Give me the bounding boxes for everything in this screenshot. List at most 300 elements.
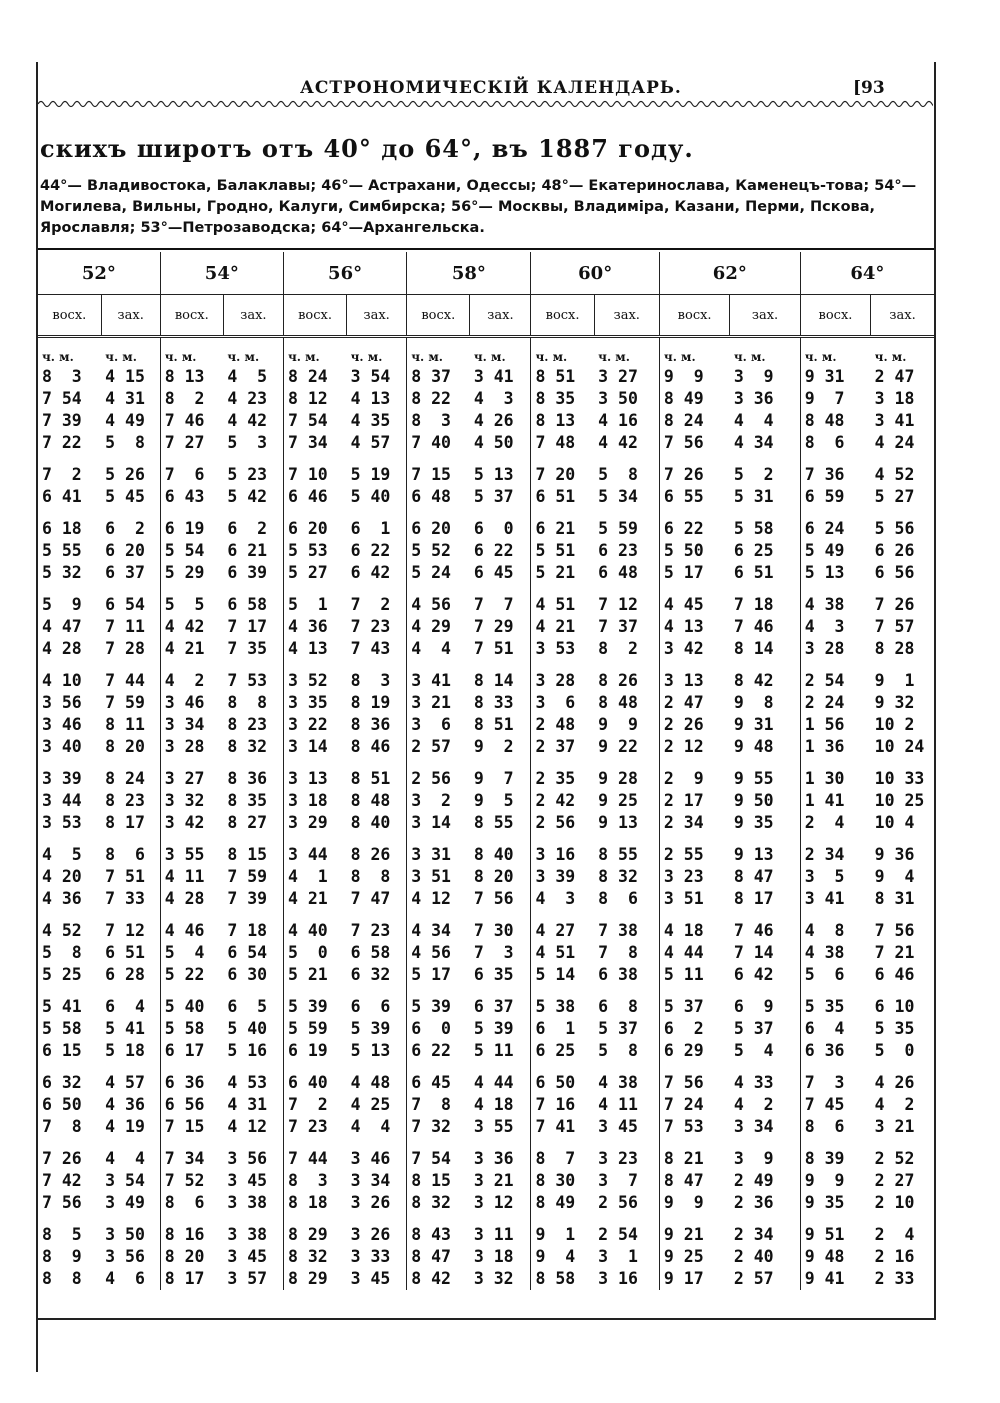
sunrise-time-cell: 8 18: [283, 1192, 346, 1214]
sunset-time-cell: 8 40: [473, 845, 514, 864]
sunrise-time-cell: 7 44: [283, 1138, 346, 1170]
sunrise-time-cell: 4 18: [659, 910, 729, 942]
sunset-time-cell: 5 13: [473, 465, 514, 484]
sunset-time-cell: 2 10: [874, 1193, 915, 1212]
sunset-time-cell: 3 38: [227, 1193, 268, 1212]
sunset-time-cell: 8 46: [350, 737, 391, 756]
sunset-time-cell: 7 26: [874, 595, 915, 614]
sunset-time-cell: 10 2: [874, 715, 915, 734]
sunrise-time-cell: 3 21: [407, 692, 470, 714]
sunrise-time-cell: 4 13: [659, 616, 729, 638]
sunset-time-cell: 5 26: [105, 465, 145, 484]
table-row: [38, 964, 934, 986]
sunset-time-cell: 7 57: [874, 617, 915, 636]
sunset-time-cell: 8 2: [598, 639, 638, 658]
sunset-time-cell: 3 41: [874, 411, 915, 430]
unit-label: ч. м.: [407, 337, 470, 367]
sunset-time-cell: 4 24: [874, 433, 915, 452]
sunrise-time-cell: 6 22: [659, 508, 729, 540]
sunrise-time-cell: 8 2: [160, 388, 223, 410]
sunset-time-cell: 7 28: [105, 639, 145, 658]
sunrise-time-cell: 5 8: [42, 943, 82, 962]
table-row: [38, 736, 934, 758]
sunset-time-cell: 4 26: [473, 411, 514, 430]
sunset-time-cell: 4 49: [105, 411, 145, 430]
sunset-time-cell: 6 8: [598, 997, 638, 1016]
sunrise-time-cell: 7 8: [42, 1117, 82, 1136]
sunrise-time-cell: 5 32: [42, 563, 82, 582]
sunrise-column-header: восх.: [283, 295, 346, 337]
sunrise-time-cell: 4 56: [407, 584, 470, 616]
sunrise-time-cell: 5 58: [42, 1019, 82, 1038]
sunrise-time-cell: 3 23: [659, 866, 729, 888]
sunrise-time-cell: 8 24: [659, 410, 729, 432]
sunrise-time-cell: 6 36: [160, 1062, 223, 1094]
sunset-time-cell: 8 32: [598, 867, 638, 886]
sunset-time-cell: 5 39: [350, 1019, 391, 1038]
table-row: [38, 714, 934, 736]
sunrise-time-cell: 6 19: [160, 508, 223, 540]
sunset-time-cell: 3 9: [733, 1149, 774, 1168]
sunrise-time-cell: 7 34: [283, 432, 346, 454]
sunset-time-cell: 8 27: [227, 813, 268, 832]
sunset-time-cell: 7 30: [473, 921, 514, 940]
sunrise-time-cell: 6 1: [531, 1018, 594, 1040]
sunrise-time-cell: 3 6: [531, 692, 594, 714]
sunrise-time-cell: 5 40: [160, 986, 223, 1018]
table-row: [38, 366, 934, 388]
sunrise-time-cell: 4 38: [800, 584, 870, 616]
sunrise-time-cell: 5 50: [659, 540, 729, 562]
sunrise-time-cell: 9 48: [800, 1246, 870, 1268]
sunrise-time-cell: 1 56: [800, 714, 870, 736]
sunset-time-cell: 3 36: [733, 389, 774, 408]
sunrise-time-cell: 4 36: [283, 616, 346, 638]
sunrise-time-cell: 6 41: [42, 487, 82, 506]
table-row: [38, 638, 934, 660]
unit-label: ч. м.: [105, 350, 137, 364]
sunset-time-cell: 8 55: [473, 813, 514, 832]
sunrise-time-cell: 4 34: [407, 910, 470, 942]
sunrise-time-cell: 7 54: [42, 389, 82, 408]
sunrise-time-cell: 8 43: [407, 1214, 470, 1246]
sunrise-time-cell: 7 6: [160, 454, 223, 486]
sunset-time-cell: 6 32: [350, 965, 391, 984]
sunset-time-cell: 6 58: [350, 943, 391, 962]
sunset-time-cell: 7 47: [350, 889, 391, 908]
table-row: [38, 1018, 934, 1040]
sunset-time-cell: 6 22: [473, 541, 514, 560]
sunset-time-cell: 4 23: [227, 389, 268, 408]
sunset-time-cell: 9 36: [874, 845, 915, 864]
rise-set-header-row: [38, 295, 934, 337]
sunrise-time-cell: 7 16: [531, 1094, 594, 1116]
sunset-time-cell: 10 24: [874, 737, 925, 756]
sunset-time-cell: 5 8: [598, 1041, 638, 1060]
sunset-time-cell: 2 4: [874, 1225, 915, 1244]
sunset-time-cell: 7 8: [598, 943, 638, 962]
sunset-time-cell: 5 19: [350, 465, 391, 484]
table-row: [38, 986, 934, 1018]
sunset-time-cell: 4 33: [733, 1073, 774, 1092]
sunset-time-cell: 4 38: [598, 1073, 638, 1092]
sunset-time-cell: 4 12: [227, 1117, 268, 1136]
sunset-time-cell: 8 24: [105, 769, 145, 788]
sunset-time-cell: 6 25: [733, 541, 774, 560]
sunset-time-cell: 4 4: [350, 1117, 391, 1136]
sunrise-time-cell: 8 48: [800, 410, 870, 432]
sunset-time-cell: 8 51: [350, 769, 391, 788]
sunset-time-cell: 3 18: [473, 1247, 514, 1266]
table-row: [38, 942, 934, 964]
latitude-header-row: [38, 252, 934, 295]
sunrise-time-cell: 8 20: [160, 1246, 223, 1268]
sunrise-time-cell: 5 9: [42, 595, 82, 614]
table-row: [38, 1192, 934, 1214]
sunrise-time-cell: 7 32: [407, 1116, 470, 1138]
sunrise-time-cell: 1 36: [800, 736, 870, 758]
sunrise-time-cell: 6 29: [659, 1040, 729, 1062]
sunset-time-cell: 5 8: [598, 465, 638, 484]
sunrise-time-cell: 2 4: [800, 812, 870, 834]
sunrise-time-cell: 4 20: [42, 867, 82, 886]
sunset-time-cell: 8 32: [227, 737, 268, 756]
sunset-time-cell: 3 45: [227, 1171, 268, 1190]
sunset-time-cell: 2 16: [874, 1247, 915, 1266]
sunset-time-cell: 4 42: [598, 433, 638, 452]
sunset-time-cell: 10 25: [874, 791, 925, 810]
sunrise-time-cell: 8 32: [283, 1246, 346, 1268]
sunset-time-cell: 5 16: [227, 1041, 268, 1060]
sunrise-time-cell: 3 34: [160, 714, 223, 736]
sunrise-time-cell: 4 27: [531, 910, 594, 942]
sunrise-time-cell: 8 6: [800, 432, 870, 454]
sunrise-time-cell: 5 4: [160, 942, 223, 964]
sunset-time-cell: 4 19: [105, 1117, 145, 1136]
sunset-time-cell: 7 12: [105, 921, 145, 940]
sunrise-time-cell: 8 35: [531, 388, 594, 410]
sunset-time-cell: 8 26: [350, 845, 391, 864]
sunrise-time-cell: 8 21: [659, 1138, 729, 1170]
sunrise-time-cell: 6 2: [659, 1018, 729, 1040]
sunrise-time-cell: 7 52: [160, 1170, 223, 1192]
sunrise-time-cell: 8 9: [42, 1247, 82, 1266]
sunrise-time-cell: 8 3: [42, 367, 82, 386]
sunrise-time-cell: 7 48: [531, 432, 594, 454]
sunset-time-cell: 6 58: [227, 595, 268, 614]
sunrise-time-cell: 3 53: [531, 638, 594, 660]
sunset-time-cell: 3 46: [350, 1149, 391, 1168]
sunset-time-cell: 8 40: [350, 813, 391, 832]
sunrise-time-cell: 2 34: [659, 812, 729, 834]
sunrise-time-cell: 7 53: [659, 1116, 729, 1138]
sunrise-time-cell: 3 51: [659, 888, 729, 910]
table-row: [38, 1062, 934, 1094]
sunrise-time-cell: 3 16: [531, 834, 594, 866]
table-row: [38, 1246, 934, 1268]
sunset-time-cell: 6 26: [874, 541, 915, 560]
sunset-time-cell: 4 53: [227, 1073, 268, 1092]
sunrise-time-cell: 4 12: [407, 888, 470, 910]
table-row: [38, 540, 934, 562]
sunset-time-cell: 7 38: [598, 921, 638, 940]
sunset-time-cell: 8 23: [105, 791, 145, 810]
sunset-time-cell: 5 0: [874, 1041, 915, 1060]
sunrise-time-cell: 7 15: [160, 1116, 223, 1138]
sunset-time-cell: 4 2: [733, 1095, 774, 1114]
sunset-time-cell: 3 45: [598, 1117, 638, 1136]
table-row: [38, 866, 934, 888]
sunset-time-cell: 8 23: [227, 715, 268, 734]
sunrise-time-cell: 7 40: [407, 432, 470, 454]
sunrise-time-cell: 2 48: [531, 714, 594, 736]
sunrise-time-cell: 1 41: [800, 790, 870, 812]
sunrise-column-header: восх.: [407, 295, 470, 337]
sunrise-time-cell: 9 21: [659, 1214, 729, 1246]
sunset-time-cell: 8 19: [350, 693, 391, 712]
sunrise-time-cell: 3 5: [800, 866, 870, 888]
sunset-time-cell: 7 18: [733, 595, 774, 614]
sunrise-time-cell: 4 45: [659, 584, 729, 616]
page-number: [93: [853, 78, 885, 98]
right-border-rule: [934, 62, 936, 1320]
sunset-time-cell: 3 12: [473, 1193, 514, 1212]
sunset-time-cell: 7 43: [350, 639, 391, 658]
sunrise-time-cell: 9 1: [531, 1214, 594, 1246]
sunrise-time-cell: 3 2: [407, 790, 470, 812]
sunset-time-cell: 8 36: [350, 715, 391, 734]
sunset-time-cell: 4 2: [874, 1095, 915, 1114]
sunset-time-cell: 7 59: [227, 867, 268, 886]
sunset-time-cell: 8 14: [473, 671, 514, 690]
sunrise-time-cell: 9 4: [531, 1246, 594, 1268]
cities-legend: 44°— Владивостока, Балаклавы; 46°— Астрахани, Одессы; 48°— Екатеринослава, Каменецъ-това; 54°— Могилева, Вильны, Гродно, Калуги, Симбирска; 56°— Москвы, Владиміра, Казани, Перми, Пскова, Ярославля; 53°—Петрозаводска; 64°—Архангельска.: [40, 178, 917, 236]
sunset-time-cell: 6 37: [473, 997, 514, 1016]
sunset-time-cell: 3 11: [473, 1225, 514, 1244]
sunset-time-cell: 5 8: [105, 433, 145, 452]
sunset-time-cell: 3 49: [105, 1193, 145, 1212]
sunset-time-cell: 2 27: [874, 1171, 915, 1190]
sunset-time-cell: 6 37: [105, 563, 145, 582]
sunrise-time-cell: 3 41: [800, 888, 870, 910]
sunrise-time-cell: 7 15: [407, 454, 470, 486]
sunset-time-cell: 2 56: [598, 1193, 638, 1212]
sunset-time-cell: 6 23: [598, 541, 638, 560]
sunset-time-cell: 7 51: [473, 639, 514, 658]
sunset-time-cell: 7 33: [105, 889, 145, 908]
sunrise-time-cell: 6 19: [283, 1040, 346, 1062]
sunset-time-cell: 5 37: [598, 1019, 638, 1038]
sunrise-time-cell: 7 8: [407, 1094, 470, 1116]
sunset-time-cell: 2 57: [733, 1269, 774, 1288]
sunset-time-cell: 6 51: [105, 943, 145, 962]
sunset-time-cell: 3 54: [105, 1171, 145, 1190]
sunrise-time-cell: 7 23: [283, 1116, 346, 1138]
sunrise-time-cell: 5 25: [42, 965, 82, 984]
unit-label: ч. м.: [733, 350, 766, 364]
sunrise-time-cell: 6 50: [42, 1095, 82, 1114]
sunset-column-header: зах.: [347, 295, 407, 337]
sunset-time-cell: 4 3: [473, 389, 514, 408]
sunrise-time-cell: 7 24: [659, 1094, 729, 1116]
sunset-time-cell: 8 28: [874, 639, 915, 658]
sunset-time-cell: 8 6: [105, 845, 145, 864]
table-row: [38, 1040, 934, 1062]
sunset-time-cell: 8 35: [227, 791, 268, 810]
sunrise-time-cell: 5 0: [283, 942, 346, 964]
table-top-rule: [38, 248, 934, 250]
sunset-time-cell: 5 27: [874, 487, 915, 506]
sunset-time-cell: 8 17: [105, 813, 145, 832]
latitude-header: 64°: [800, 252, 934, 295]
sunrise-time-cell: 6 22: [407, 1040, 470, 1062]
latitude-header: 54°: [160, 252, 283, 295]
sunset-time-cell: 3 33: [350, 1247, 391, 1266]
sunset-time-cell: 4 44: [473, 1073, 514, 1092]
sunrise-time-cell: 4 40: [283, 910, 346, 942]
table-row: [38, 562, 934, 584]
unit-label: ч. м.: [350, 350, 383, 364]
table-row: [38, 508, 934, 540]
sunset-time-cell: 7 56: [473, 889, 514, 908]
sunrise-time-cell: 5 6: [800, 964, 870, 986]
sunset-time-cell: 4 50: [473, 433, 514, 452]
sunrise-time-cell: 7 36: [800, 454, 870, 486]
unit-label: ч. м.: [473, 350, 506, 364]
sunset-time-cell: 3 41: [473, 367, 514, 386]
sunset-time-cell: 7 46: [733, 921, 774, 940]
sunrise-time-cell: 8 29: [283, 1268, 346, 1290]
sunset-time-cell: 5 39: [473, 1019, 514, 1038]
sunset-time-cell: 3 50: [598, 389, 638, 408]
sunset-time-cell: 6 28: [105, 965, 145, 984]
sunrise-time-cell: 7 2: [283, 1094, 346, 1116]
sunset-time-cell: 8 31: [874, 889, 915, 908]
sunrise-time-cell: 4 3: [800, 616, 870, 638]
sunrise-time-cell: 4 46: [160, 910, 223, 942]
sunrise-time-cell: 8 58: [531, 1268, 594, 1290]
sunset-time-cell: 8 51: [473, 715, 514, 734]
sunrise-time-cell: 2 34: [800, 834, 870, 866]
unit-label: ч. м.: [160, 337, 223, 367]
sunset-time-cell: 5 18: [105, 1041, 145, 1060]
sunrise-time-cell: 6 45: [407, 1062, 470, 1094]
sunrise-time-cell: 6 56: [160, 1094, 223, 1116]
sunset-time-cell: 6 35: [473, 965, 514, 984]
sunrise-time-cell: 7 10: [283, 454, 346, 486]
sunrise-time-cell: 6 4: [800, 1018, 870, 1040]
sunrise-time-cell: 3 42: [160, 812, 223, 834]
sunrise-time-cell: 6 55: [659, 486, 729, 508]
sunset-time-cell: 4 42: [227, 411, 268, 430]
sunset-time-cell: 6 0: [473, 519, 514, 538]
sunset-time-cell: 5 40: [350, 487, 391, 506]
sunset-time-cell: 3 34: [350, 1171, 391, 1190]
sunrise-time-cell: 4 11: [160, 866, 223, 888]
sunset-time-cell: 8 33: [473, 693, 514, 712]
sunset-time-cell: 3 56: [105, 1247, 145, 1266]
sunset-time-cell: 3 57: [227, 1269, 268, 1288]
sunset-time-cell: 9 13: [598, 813, 638, 832]
table-row: [38, 584, 934, 616]
table-row: [38, 888, 934, 910]
sunset-column-header: зах.: [594, 295, 659, 337]
sunrise-time-cell: 1 30: [800, 758, 870, 790]
sunrise-time-cell: 3 46: [42, 715, 82, 734]
sunset-time-cell: 6 51: [733, 563, 774, 582]
sunset-time-cell: 7 3: [473, 943, 514, 962]
unit-label: ч. м.: [227, 350, 260, 364]
sunrise-time-cell: 6 50: [531, 1062, 594, 1094]
sunrise-time-cell: 7 34: [160, 1138, 223, 1170]
sunrise-time-cell: 2 55: [659, 834, 729, 866]
sunrise-time-cell: 7 54: [407, 1138, 470, 1170]
sunset-time-cell: 7 46: [733, 617, 774, 636]
sunrise-time-cell: 4 42: [160, 616, 223, 638]
sunset-time-cell: 4 31: [105, 389, 145, 408]
sunset-time-cell: 8 55: [598, 845, 638, 864]
sunset-time-cell: 5 11: [473, 1041, 514, 1060]
sunset-time-cell: 7 18: [227, 921, 268, 940]
sunset-time-cell: 4 25: [350, 1095, 391, 1114]
sunrise-time-cell: 7 42: [42, 1171, 82, 1190]
sunrise-time-cell: 6 17: [160, 1040, 223, 1062]
sunset-time-cell: 2 40: [733, 1247, 774, 1266]
sunset-time-cell: 9 13: [733, 845, 774, 864]
sunrise-time-cell: 3 42: [659, 638, 729, 660]
sunrise-time-cell: 3 40: [42, 737, 82, 756]
sunset-time-cell: 2 52: [874, 1149, 915, 1168]
sunset-time-cell: 8 3: [350, 671, 391, 690]
sunrise-time-cell: 2 9: [659, 758, 729, 790]
table-row: [38, 1268, 934, 1290]
sunrise-time-cell: 8 6: [160, 1192, 223, 1214]
sunrise-time-cell: 6 25: [531, 1040, 594, 1062]
sunrise-time-cell: 4 51: [531, 584, 594, 616]
sunset-time-cell: 6 21: [227, 541, 268, 560]
sunrise-time-cell: 4 21: [283, 888, 346, 910]
sunrise-time-cell: 8 5: [42, 1225, 82, 1244]
sunset-time-cell: 6 54: [105, 595, 145, 614]
sunset-time-cell: 7 59: [105, 693, 145, 712]
sunrise-time-cell: 3 39: [42, 769, 82, 788]
latitude-header: 58°: [407, 252, 531, 295]
latitude-header: 60°: [531, 252, 659, 295]
sunset-time-cell: 6 9: [733, 997, 774, 1016]
sunrise-time-cell: 2 54: [800, 660, 870, 692]
sunrise-time-cell: 3 56: [42, 693, 82, 712]
sunset-time-cell: 4 5: [227, 367, 268, 386]
sunrise-time-cell: 9 9: [659, 1192, 729, 1214]
sunrise-column-header: восх.: [160, 295, 223, 337]
sunset-time-cell: 5 34: [598, 487, 638, 506]
sunrise-time-cell: 3 13: [659, 660, 729, 692]
sunset-time-cell: 5 59: [598, 519, 638, 538]
sunrise-sunset-table: [38, 252, 934, 1290]
sunrise-time-cell: 7 26: [659, 454, 729, 486]
sunrise-time-cell: 8 49: [531, 1192, 594, 1214]
sunrise-time-cell: 4 21: [160, 638, 223, 660]
sunset-time-cell: 8 36: [227, 769, 268, 788]
sunset-time-cell: 8 15: [227, 845, 268, 864]
sunrise-time-cell: 6 0: [407, 1018, 470, 1040]
unit-label: ч. м.: [800, 337, 870, 367]
sunset-time-cell: 5 37: [473, 487, 514, 506]
sunset-time-cell: 3 16: [598, 1269, 638, 1288]
sunrise-time-cell: 9 31: [800, 366, 870, 388]
unit-label: ч. м.: [598, 350, 630, 364]
sunrise-time-cell: 6 43: [160, 486, 223, 508]
